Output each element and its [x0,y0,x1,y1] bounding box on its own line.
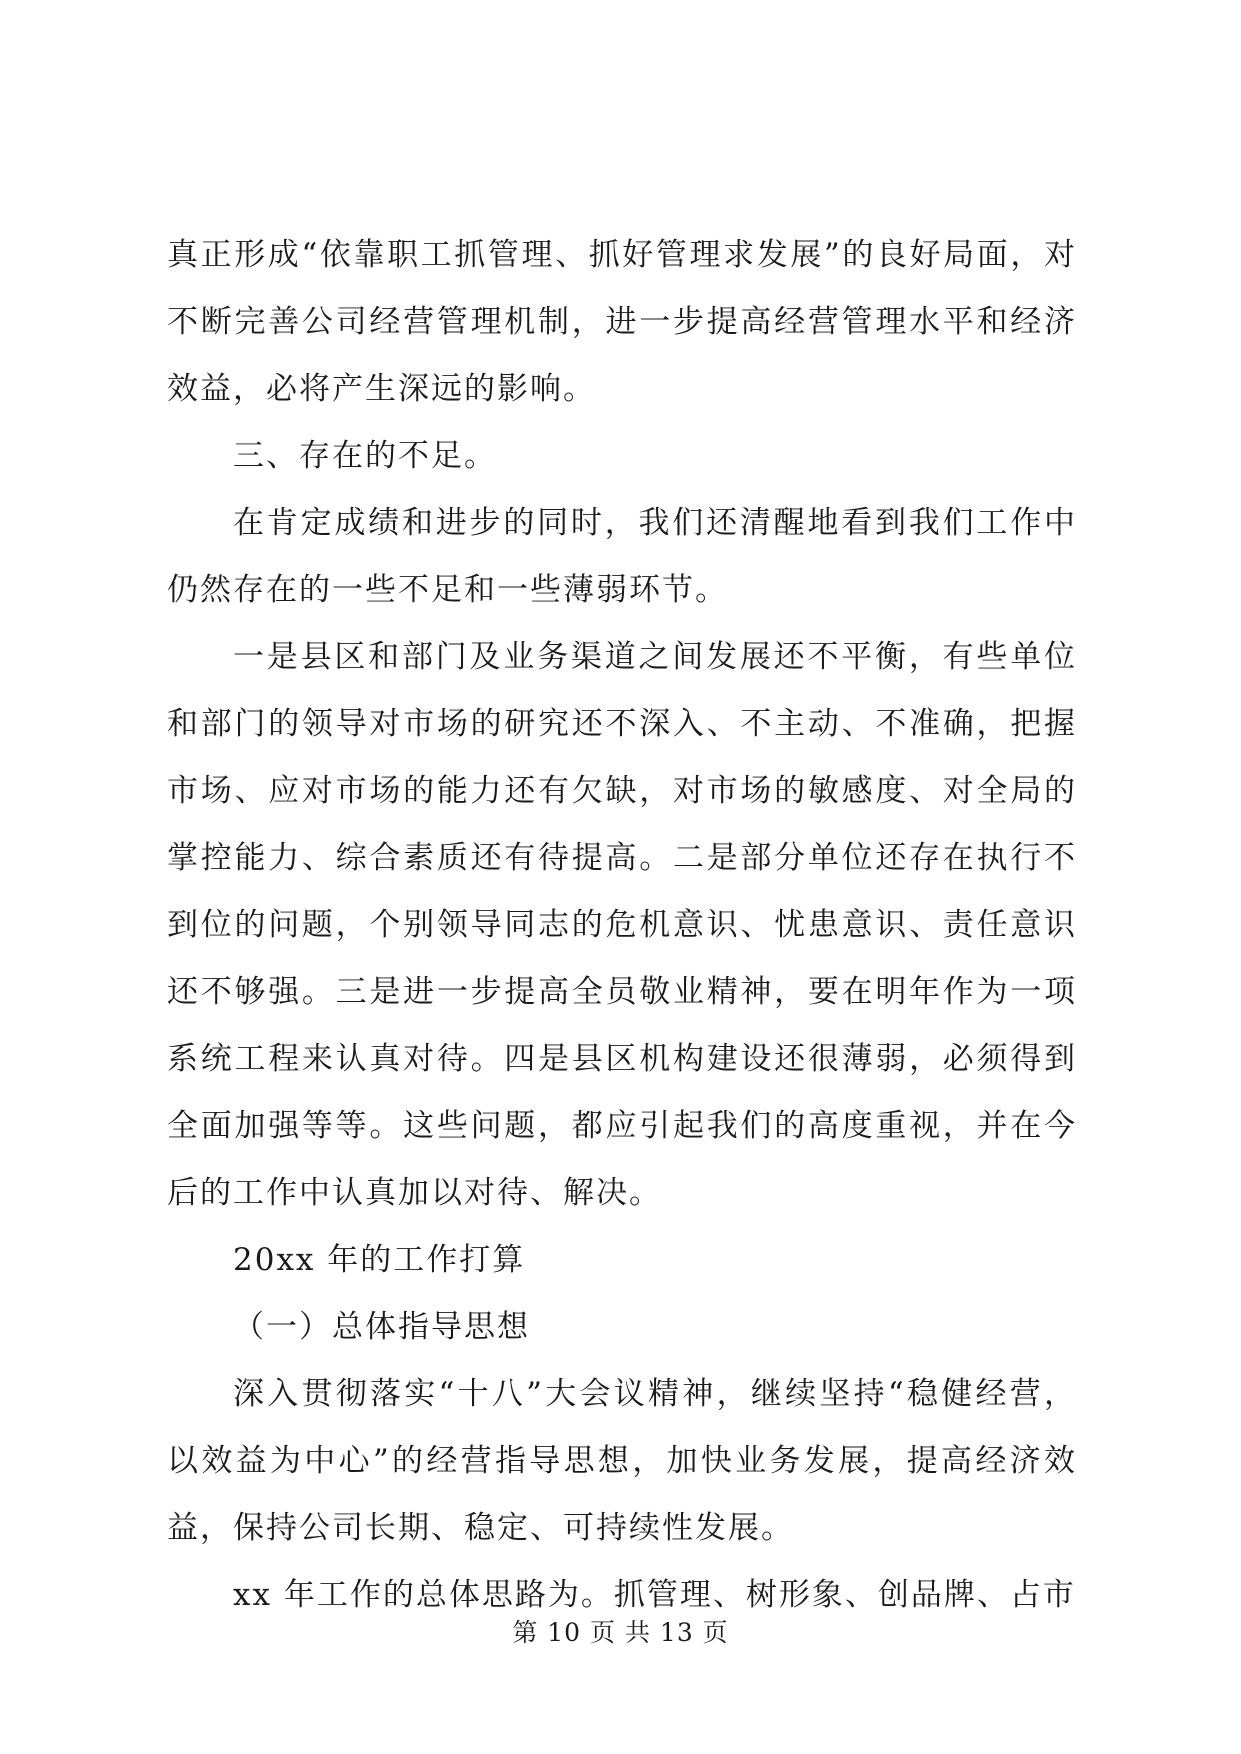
paragraph-shortcomings-list: 一是县区和部门及业务渠道之间发展还不平衡，有些单位和部门的领导对市场的研究还不深入、不主动、不准确，把握市场、应对市场的能力还有欠缺，对市场的敏感度、对全局的掌控能力、综合素质还有待提高。二是部分单位还存在执行不到位的问题，个别领导同志的危机意识、忧患意识、责任意识还不够强。三是进一步提高全员敬业精神，要在明年作为一项系统工程来认真对待。四是县区机构建设还很薄弱，必须得到全面加强等等。这些问题，都应引起我们的高度重视，并在今后的工作中认真加以对待、解决。 [167,639,1077,1211]
subheading-guiding-thought: （一）总体指导思想 [233,1309,530,1345]
document-body [167,222,1077,1629]
paragraph-continuation: 真正形成“依靠职工抓管理、抓好管理求发展”的良好局面，对不断完善公司经营管理机制，进一步提高经营管理水平和经济效益，必将产生深远的影响。 [167,237,1077,407]
paragraph-overall-approach: xx 年工作的总体思路为。抓管理、树形象、创品牌、占市 [233,1577,1076,1613]
page-number-footer: 第 10 页 共 13 页 [512,1618,729,1647]
paragraph-shortcomings-intro: 在肯定成绩和进步的同时，我们还清醒地看到我们工作中仍然存在的一些不足和一些薄弱环节。 [167,505,1077,608]
heading-work-plan: 20xx 年的工作打算 [233,1242,526,1278]
paragraph-guiding-thought: 深入贯彻落实“十八”大会议精神，继续坚持“稳健经营，以效益为中心”的经营指导思想，加快业务发展，提高经济效益，保持公司长期、稳定、可持续性发展。 [167,1376,1077,1546]
section-heading-shortcomings: 三、存在的不足。 [233,438,497,474]
